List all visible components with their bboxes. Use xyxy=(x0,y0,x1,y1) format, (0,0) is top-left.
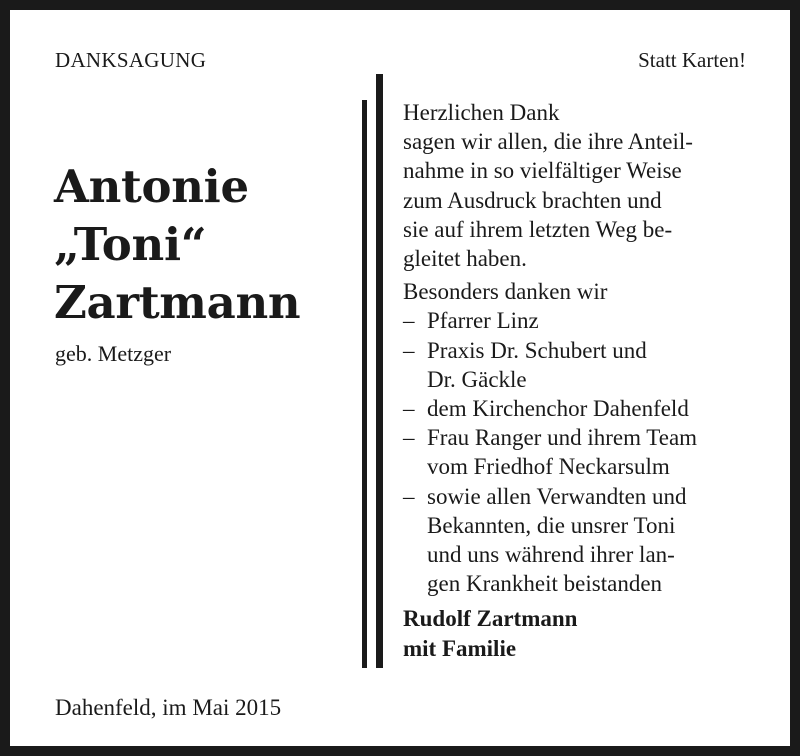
dash-marker: – xyxy=(403,425,415,451)
intro-line: gleitet haben. xyxy=(403,246,527,272)
statt-karten-label: Statt Karten! xyxy=(638,48,746,72)
notice-type-label: DANKSAGUNG xyxy=(55,48,207,72)
intro-paragraph xyxy=(403,98,773,273)
intro-line: nahme in so vielfältiger Weise xyxy=(403,158,682,184)
thanks-item xyxy=(403,394,773,423)
thanks-item-line: vom Friedhof Neckarsulm xyxy=(427,454,670,480)
deceased-name-line: Zartmann xyxy=(54,276,301,329)
divider-thin xyxy=(362,100,367,668)
thanks-item-line: Praxis Dr. Schubert und xyxy=(427,337,647,363)
deceased-name-line: Antonie xyxy=(54,160,249,213)
thanks-item-line: Bekannten, die unsrer Toni xyxy=(427,512,676,538)
dash-marker: – xyxy=(403,483,415,509)
thanks-item xyxy=(403,306,773,335)
birth-name: geb. Metzger xyxy=(55,341,172,366)
thanks-item xyxy=(403,423,773,481)
dash-marker: – xyxy=(403,396,415,422)
thanks-item-line: sowie allen Verwandten und xyxy=(427,483,687,509)
signature xyxy=(403,604,773,662)
intro-line: sagen wir allen, die ihre Anteil- xyxy=(403,129,693,155)
signature-line: Rudolf Zartmann xyxy=(403,606,578,632)
place-date: Dahenfeld, im Mai 2015 xyxy=(55,695,282,720)
signature-line: mit Familie xyxy=(403,635,517,661)
thanks-list xyxy=(403,306,773,598)
dash-marker: – xyxy=(403,308,415,334)
thanks-item-line: Frau Ranger und ihrem Team xyxy=(427,425,698,451)
intro-line: sie auf ihrem letzten Weg be- xyxy=(403,216,673,242)
thanks-item-line: dem Kirchenchor Dahenfeld xyxy=(427,396,689,422)
thanks-item-line: Pfarrer Linz xyxy=(427,308,539,334)
dash-marker: – xyxy=(403,337,415,363)
thanks-item-line: und uns während ihrer lan- xyxy=(427,542,675,568)
thanks-item-line: gen Krankheit beistanden xyxy=(427,571,663,597)
intro-line: Herzlichen Dank xyxy=(403,100,560,125)
intro-line: zum Ausdruck brachten und xyxy=(403,187,662,213)
divider-thick xyxy=(376,74,383,668)
special-thanks-heading: Besonders danken wir xyxy=(403,279,608,305)
thanks-item-line: Dr. Gäckle xyxy=(427,366,527,392)
deceased-name-line: „Toni“ xyxy=(54,218,207,271)
deceased-name xyxy=(54,158,300,332)
thanks-item xyxy=(403,482,773,599)
thanks-text xyxy=(403,98,773,663)
thanks-item xyxy=(403,336,773,394)
